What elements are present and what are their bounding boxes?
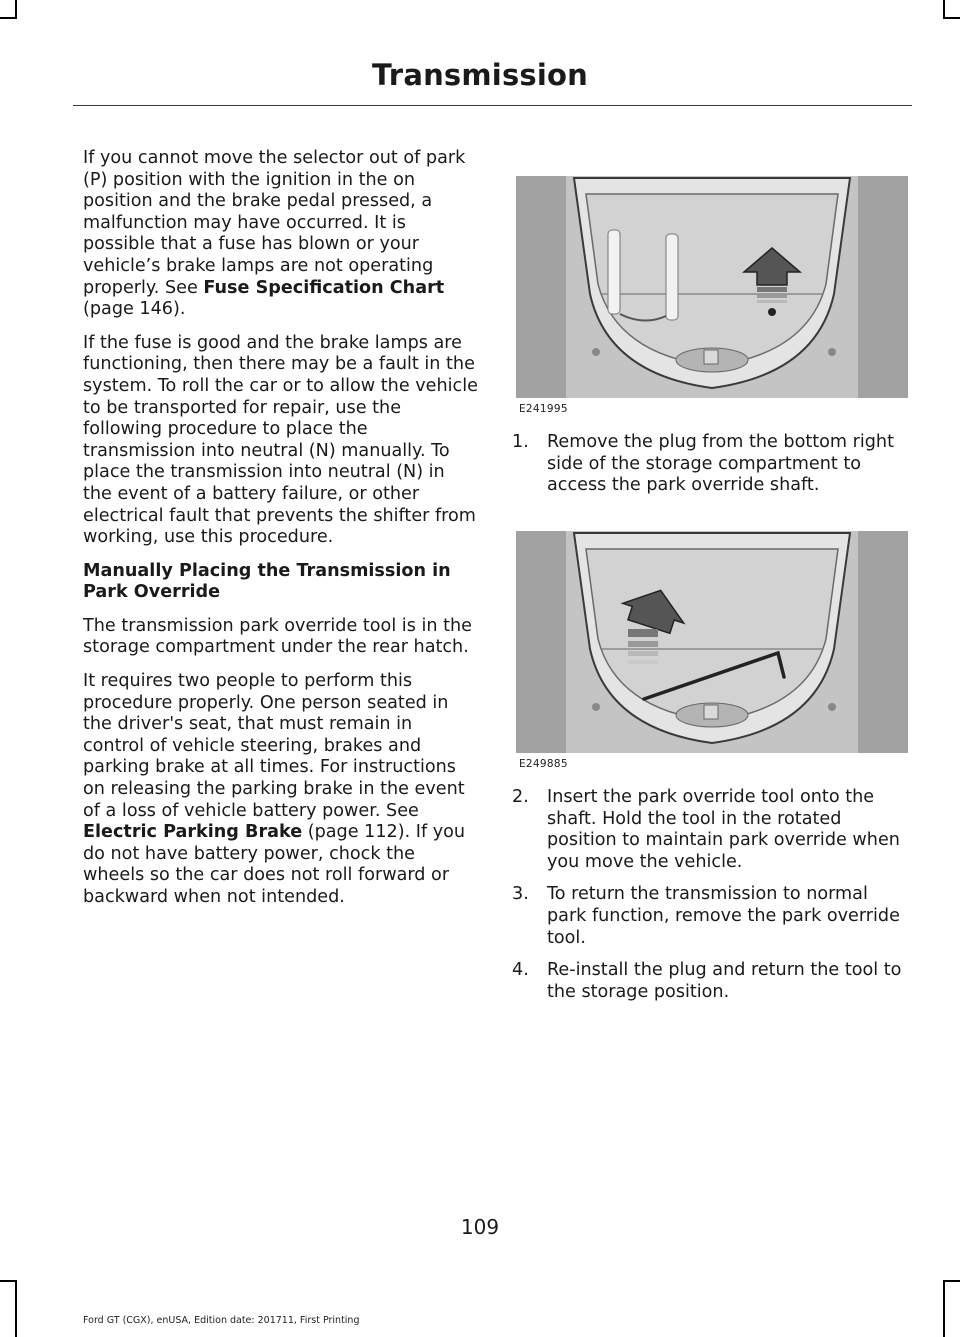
crop-mark — [15, 0, 17, 18]
paragraph-text: If you cannot move the selector out of park (P) position with the ignition in the on position and the brake pedal pressed, a malfunction may have occurred. It is possible that a fuse has blown or your vehicle’s brake lamps are not operating properly. See — [83, 148, 466, 298]
steps-list — [512, 432, 912, 497]
step-number: 1. — [512, 432, 529, 452]
header-rule — [73, 105, 912, 106]
steps-part-2 — [512, 787, 912, 1014]
step-text: To return the transmission to normal park function, remove the park override tool. — [547, 884, 900, 948]
page-number: 109 — [460, 1215, 500, 1239]
override-tool-figure — [516, 531, 908, 753]
paragraph — [83, 148, 478, 321]
crop-mark — [943, 1280, 960, 1282]
override-tool-illustration — [516, 531, 908, 753]
storage-compartment-illustration — [516, 176, 908, 398]
crop-mark — [943, 0, 945, 18]
left-column — [83, 148, 478, 921]
step-item — [512, 960, 912, 1003]
figure-id: E241995 — [519, 403, 568, 415]
steps-list — [512, 787, 912, 1003]
crop-mark — [0, 1280, 17, 1282]
footer-text: Ford GT (CGX), enUSA, Edition date: 201711, First Printing — [83, 1315, 360, 1326]
paragraph-text: (page 112). If you do not have battery power, chock the wheels so the car does not roll forward or backward when not intended. — [83, 822, 466, 907]
step-number: 3. — [512, 884, 529, 905]
fuse-chart-link[interactable]: Fuse Specification Chart — [203, 277, 445, 298]
steps-part-1 — [512, 432, 912, 508]
step-item — [512, 787, 912, 873]
figure-id: E249885 — [519, 758, 568, 770]
paragraph: The transmission park override tool is in the storage compartment under the rear hatch. — [83, 615, 472, 658]
parking-brake-link[interactable]: Electric Parking Brake — [83, 822, 303, 843]
step-number: 4. — [512, 960, 529, 981]
step-text: Re-install the plug and return the tool to the storage position. — [547, 960, 902, 1002]
crop-mark — [943, 17, 960, 19]
crop-mark — [15, 1280, 17, 1337]
storage-compartment-figure — [516, 176, 908, 398]
crop-mark — [943, 1280, 945, 1337]
section-heading: Manually Placing the Transmission in Park Override — [83, 560, 451, 603]
step-text: Insert the park override tool onto the shaft. Hold the tool in the rotated position to maintain park override when you move the vehicle. — [547, 787, 900, 872]
crop-mark — [0, 17, 17, 19]
step-text: Remove the plug from the bottom right side of the storage compartment to access the park override shaft. — [547, 432, 894, 496]
paragraph-text: It requires two people to perform this procedure properly. One person seated in the driver's seat, that must remain in control of vehicle steering, brakes and parking brake at all times. For instructions on releasing the parking brake in the event of a loss of vehicle battery power. See — [83, 671, 465, 821]
step-number: 2. — [512, 787, 529, 807]
step-item — [512, 884, 912, 949]
paragraph-text: (page 146). — [83, 299, 186, 320]
page-title: Transmission — [372, 58, 588, 92]
paragraph — [83, 671, 478, 909]
paragraph: If the fuse is good and the brake lamps are functioning, then there may be a fault in the system. To roll the car or to allow the vehicle to be transported for repair, use the following procedure to place the transmission into neutral (N) manually. To place the transmission into neutral (N) in the event of a battery failure, or other electrical fault that prevents the shifter from working, use this procedure. — [83, 332, 478, 548]
step-item — [512, 432, 912, 497]
